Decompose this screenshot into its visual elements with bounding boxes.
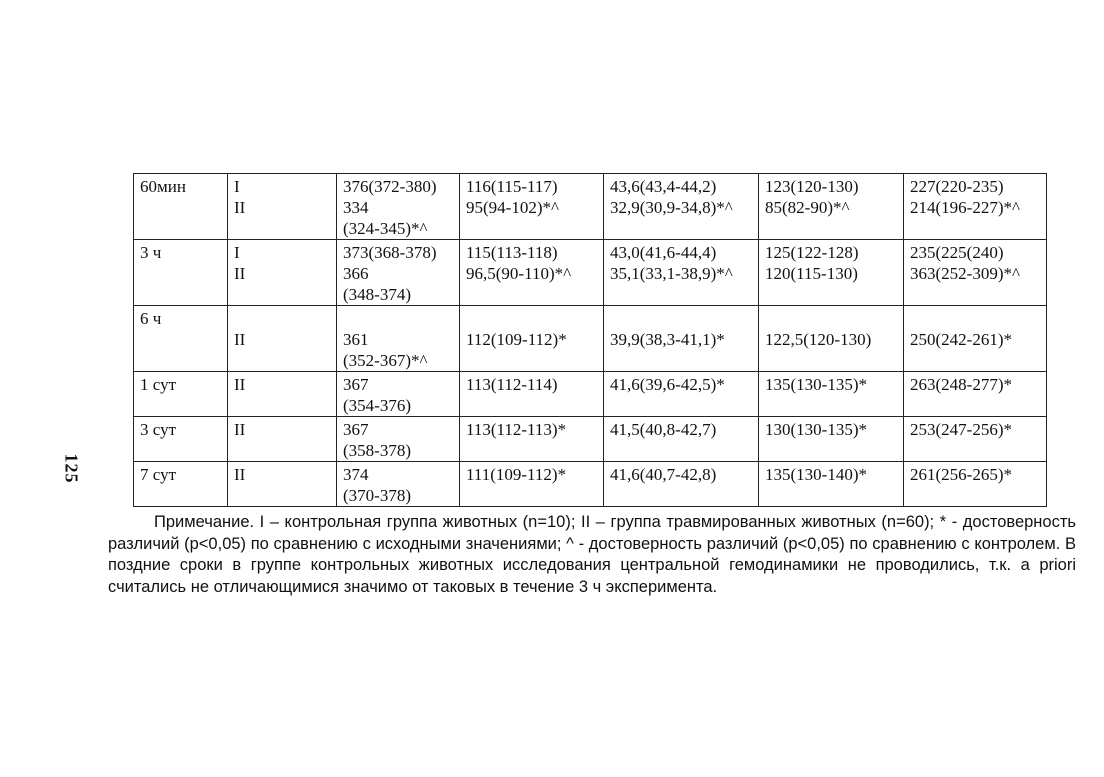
time-cell: 3 сут: [134, 417, 228, 462]
group-cell: II: [228, 306, 337, 372]
hemodynamics-table: [133, 173, 1047, 507]
time-cell: 7 сут: [134, 462, 228, 507]
value-cell: 130(130-135)*: [759, 417, 904, 462]
group-cell: II: [228, 462, 337, 507]
group-cell: II: [228, 372, 337, 417]
table-row: [134, 306, 1047, 372]
value-cell: 112(109-112)*: [460, 306, 604, 372]
value-cell: 361 (352-367)*^: [337, 306, 460, 372]
value-cell: 113(112-113)*: [460, 417, 604, 462]
value-cell: 373(368-378) 366 (348-374): [337, 240, 460, 306]
value-cell: 111(109-112)*: [460, 462, 604, 507]
value-cell: 374 (370-378): [337, 462, 460, 507]
table-note: [108, 512, 1076, 598]
time-cell: 3 ч: [134, 240, 228, 306]
value-cell: 253(247-256)*: [904, 417, 1047, 462]
value-cell: 115(113-118) 96,5(90-110)*^: [460, 240, 604, 306]
value-cell: 39,9(38,3-41,1)*: [604, 306, 759, 372]
table-row: [134, 417, 1047, 462]
table-row: [134, 174, 1047, 240]
note-text: Примечание. I – контрольная группа животных (n=10); II – группа травмированных животных (n=60); * - достоверность различий (p<0,05) по сравнению с исходными значениями; ^ - достоверность различий (p<0,05) по сравнению с контролем. В поздние сроки в группе контрольных животных исследования центральной гемодинамики не проводились, т.к. a priori считались не отличающимися значимо от таковых в течение 3 ч эксперимента.: [108, 513, 1076, 596]
value-cell: 367 (354-376): [337, 372, 460, 417]
value-cell: 367 (358-378): [337, 417, 460, 462]
value-cell: 43,0(41,6-44,4) 35,1(33,1-38,9)*^: [604, 240, 759, 306]
page-number: 125: [61, 453, 82, 484]
value-cell: 116(115-117) 95(94-102)*^: [460, 174, 604, 240]
value-cell: 135(130-140)*: [759, 462, 904, 507]
value-cell: 113(112-114): [460, 372, 604, 417]
time-cell: 1 сут: [134, 372, 228, 417]
value-cell: 263(248-277)*: [904, 372, 1047, 417]
value-cell: 376(372-380) 334 (324-345)*^: [337, 174, 460, 240]
time-cell: 6 ч: [134, 306, 228, 372]
time-cell: 60мин: [134, 174, 228, 240]
value-cell: 125(122-128) 120(115-130): [759, 240, 904, 306]
value-cell: 235(225(240) 363(252-309)*^: [904, 240, 1047, 306]
value-cell: 123(120-130) 85(82-90)*^: [759, 174, 904, 240]
value-cell: 261(256-265)*: [904, 462, 1047, 507]
value-cell: 43,6(43,4-44,2) 32,9(30,9-34,8)*^: [604, 174, 759, 240]
group-cell: I II: [228, 174, 337, 240]
value-cell: 41,6(40,7-42,8): [604, 462, 759, 507]
value-cell: 135(130-135)*: [759, 372, 904, 417]
value-cell: 41,5(40,8-42,7): [604, 417, 759, 462]
value-cell: 227(220-235) 214(196-227)*^: [904, 174, 1047, 240]
value-cell: 122,5(120-130): [759, 306, 904, 372]
group-cell: II: [228, 417, 337, 462]
table-row: [134, 372, 1047, 417]
group-cell: I II: [228, 240, 337, 306]
table-row: [134, 462, 1047, 507]
value-cell: 41,6(39,6-42,5)*: [604, 372, 759, 417]
table-row: [134, 240, 1047, 306]
value-cell: 250(242-261)*: [904, 306, 1047, 372]
